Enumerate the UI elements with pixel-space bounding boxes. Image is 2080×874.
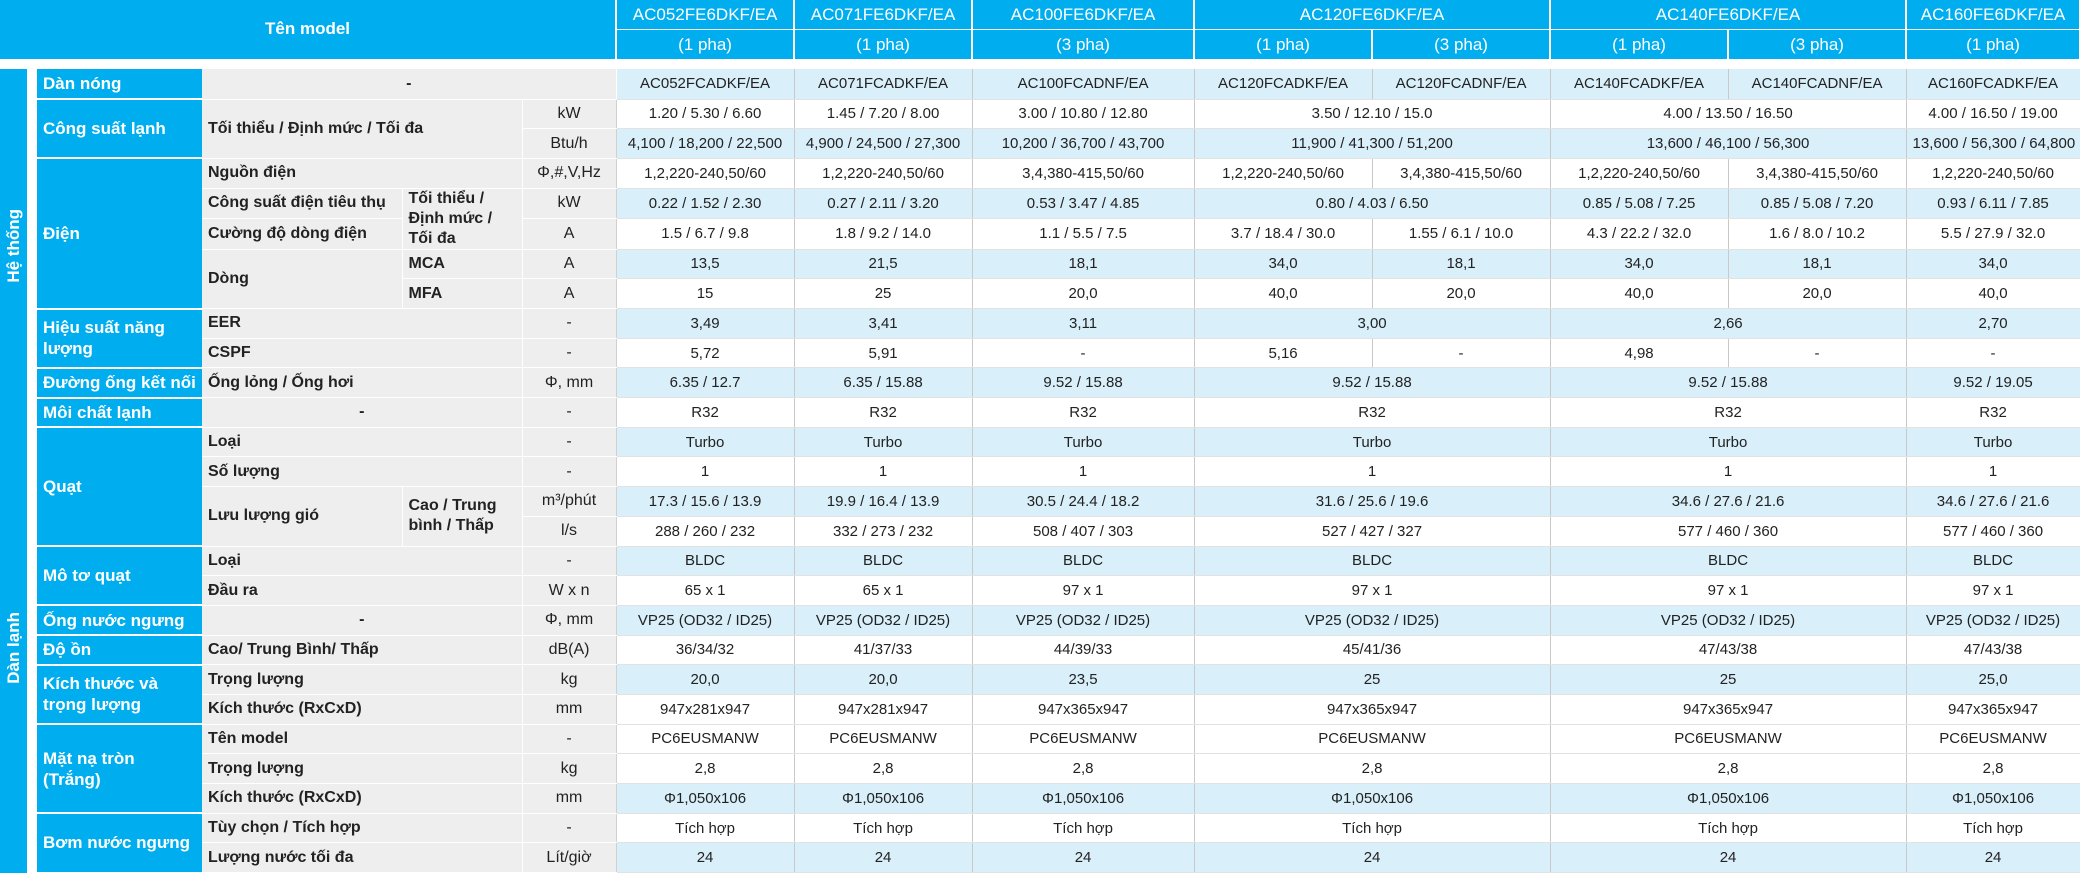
cell: PC6EUSMANW: [972, 724, 1194, 754]
cell: -: [1372, 338, 1550, 368]
row-panel-model: [0, 724, 2080, 754]
cell: R32: [794, 398, 972, 428]
cell: -: [1728, 338, 1906, 368]
cell: 34,0: [1194, 249, 1372, 279]
row-label: Tên model: [202, 724, 522, 754]
row-sublabel: Tối thiểu / Định mức / Tối đa: [402, 188, 522, 249]
category-drain: Ống nước ngưng: [32, 605, 202, 635]
cell: 3,49: [616, 309, 794, 339]
cell: AC052FCADKF/EA: [616, 69, 794, 99]
category-panel: Mặt nạ tròn (Trắng): [32, 724, 202, 813]
category-refrigerant: Môi chất lạnh: [32, 398, 202, 428]
cell: 34.6 / 27.6 / 21.6: [1906, 487, 2080, 517]
cell: 9.52 / 15.88: [1550, 368, 1906, 398]
cell: AC140FCADKF/EA: [1550, 69, 1728, 99]
cell: 0.85 / 5.08 / 7.25: [1550, 188, 1728, 219]
row-current: [0, 219, 2080, 250]
row-label: Lưu lượng gió: [202, 487, 402, 546]
cell: Turbo: [1194, 427, 1550, 457]
cell: 288 / 260 / 232: [616, 516, 794, 546]
row-label: Lượng nước tối đa: [202, 843, 522, 873]
cell: 9.52 / 15.88: [972, 368, 1194, 398]
cell: Φ1,050x106: [794, 784, 972, 814]
cell: Φ1,050x106: [1550, 784, 1906, 814]
row-label: Đầu ra: [202, 576, 522, 606]
cell: Turbo: [1550, 427, 1906, 457]
cell: 20,0: [972, 279, 1194, 309]
cell: VP25 (OD32 / ID25): [794, 605, 972, 635]
row-label: CSPF: [202, 338, 522, 368]
row-motor-type: [0, 546, 2080, 576]
phase-header: (1 pha): [1906, 30, 2080, 60]
cell: 17.3 / 15.6 / 13.9: [616, 487, 794, 517]
cell: 2,8: [972, 754, 1194, 784]
cell: 24: [972, 843, 1194, 873]
unit: -: [522, 427, 616, 457]
cell: 947x365x947: [1194, 694, 1550, 724]
unit: kg: [522, 665, 616, 695]
cell: 2,8: [1906, 754, 2080, 784]
cell: 5,72: [616, 338, 794, 368]
cell: 508 / 407 / 303: [972, 516, 1194, 546]
phase-header: (3 pha): [972, 30, 1194, 60]
cell: 97 x 1: [1550, 576, 1906, 606]
row-fan-count: [0, 457, 2080, 487]
row-label: EER: [202, 309, 522, 339]
unit: -: [522, 813, 616, 843]
row-label: Nguồn điện: [202, 158, 522, 188]
cell: 1.8 / 9.2 / 14.0: [794, 219, 972, 250]
cell: 15: [616, 279, 794, 309]
category-fan: Quạt: [32, 427, 202, 546]
cell: Turbo: [794, 427, 972, 457]
cell: 3.50 / 12.10 / 15.0: [1194, 99, 1550, 129]
category-piping: Đường ống kết nối: [32, 368, 202, 398]
row-fan-type: [0, 427, 2080, 457]
phase-header: (1 pha): [1194, 30, 1372, 60]
cell: 3,4,380-415,50/60: [1728, 158, 1906, 188]
cell: VP25 (OD32 / ID25): [616, 605, 794, 635]
cell: Tích hợp: [794, 813, 972, 843]
unit: Φ, mm: [522, 605, 616, 635]
cell: Φ1,050x106: [616, 784, 794, 814]
cell: 40,0: [1194, 279, 1372, 309]
row-piping: [0, 368, 2080, 398]
cell: 4,98: [1550, 338, 1728, 368]
cell: 4,100 / 18,200 / 22,500: [616, 129, 794, 159]
cell: 65 x 1: [616, 576, 794, 606]
unit: kW: [522, 188, 616, 219]
header-row-models: [0, 0, 2080, 30]
cell: Tích hợp: [1550, 813, 1906, 843]
phase-header: (1 pha): [794, 30, 972, 60]
cell: 41/37/33: [794, 635, 972, 665]
cell: 1: [616, 457, 794, 487]
row-sublabel: MFA: [402, 279, 522, 309]
row-label: Kích thước (RxCxD): [202, 784, 522, 814]
row-refrigerant: [0, 398, 2080, 428]
cell: BLDC: [1550, 546, 1906, 576]
row-panel-weight: [0, 754, 2080, 784]
cell: 2,66: [1550, 309, 1906, 339]
row-label: Cường độ dòng điện: [202, 219, 402, 250]
cell: AC120FCADKF/EA: [1194, 69, 1372, 99]
cell: 0.85 / 5.08 / 7.20: [1728, 188, 1906, 219]
cell: 10,200 / 36,700 / 43,700: [972, 129, 1194, 159]
cell: 20,0: [1372, 279, 1550, 309]
unit: A: [522, 219, 616, 250]
cell: AC160FCADKF/EA: [1906, 69, 2080, 99]
unit: dB(A): [522, 635, 616, 665]
row-outdoor-unit: [0, 69, 2080, 99]
cell: 0.22 / 1.52 / 2.30: [616, 188, 794, 219]
cell: 6.35 / 12.7: [616, 368, 794, 398]
row-cspf: [0, 338, 2080, 368]
model-header-4: AC120FE6DKF/EA: [1194, 0, 1550, 30]
cell: 1: [794, 457, 972, 487]
model-header-1: AC052FE6DKF/EA: [616, 0, 794, 30]
cell: 25: [794, 279, 972, 309]
row-panel-dims: [0, 784, 2080, 814]
cell: 4,900 / 24,500 / 27,300: [794, 129, 972, 159]
unit: Φ,#,V,Hz: [522, 158, 616, 188]
cell: 23,5: [972, 665, 1194, 695]
category-size: Kích thước và trọng lượng: [32, 665, 202, 724]
unit: mm: [522, 694, 616, 724]
cell: 3,00: [1194, 309, 1550, 339]
row-unit-dims: [0, 694, 2080, 724]
cell: 3,41: [794, 309, 972, 339]
model-header-2: AC071FE6DKF/EA: [794, 0, 972, 30]
cell: 1: [1906, 457, 2080, 487]
cell: 2,8: [1550, 754, 1906, 784]
row-label: -: [202, 398, 522, 428]
cell: Tích hợp: [1194, 813, 1550, 843]
model-header-6: AC160FE6DKF/EA: [1906, 0, 2080, 30]
row-label: Tối thiểu / Định mức / Tối đa: [202, 99, 522, 158]
cell: Turbo: [1906, 427, 2080, 457]
unit: -: [522, 309, 616, 339]
cell: 3,11: [972, 309, 1194, 339]
row-label: -: [202, 605, 522, 635]
row-label: Trọng lượng: [202, 665, 522, 695]
cell: 13,600 / 56,300 / 64,800: [1906, 129, 2080, 159]
row-label: Số lượng: [202, 457, 522, 487]
cell: Tích hợp: [616, 813, 794, 843]
row-label: Loại: [202, 546, 522, 576]
cell: 1,2,220-240,50/60: [794, 158, 972, 188]
row-label: Loại: [202, 427, 522, 457]
cell: Turbo: [972, 427, 1194, 457]
cell: 11,900 / 41,300 / 51,200: [1194, 129, 1550, 159]
model-header-3: AC100FE6DKF/EA: [972, 0, 1194, 30]
cell: 24: [1194, 843, 1550, 873]
cell: 13,5: [616, 249, 794, 279]
cell: 40,0: [1550, 279, 1728, 309]
cell: 947x365x947: [1906, 694, 2080, 724]
cell: 24: [616, 843, 794, 873]
cell: 577 / 460 / 360: [1906, 516, 2080, 546]
row-pump-flow: [0, 843, 2080, 873]
unit: Φ, mm: [522, 368, 616, 398]
cell: 6.35 / 15.88: [794, 368, 972, 398]
unit: A: [522, 279, 616, 309]
cell: Tích hợp: [972, 813, 1194, 843]
cell: 47/43/38: [1906, 635, 2080, 665]
cell: 947x365x947: [1550, 694, 1906, 724]
cell: 20,0: [794, 665, 972, 695]
phase-header: (3 pha): [1372, 30, 1550, 60]
section-indoor: Dàn lạnh: [0, 427, 32, 872]
model-header-5: AC140FE6DKF/EA: [1550, 0, 1906, 30]
cell: R32: [1550, 398, 1906, 428]
cell: 527 / 427 / 327: [1194, 516, 1550, 546]
row-unit-weight: [0, 665, 2080, 695]
row-power-source: [0, 158, 2080, 188]
row-label: Dòng: [202, 249, 402, 308]
cell: 1,2,220-240,50/60: [616, 158, 794, 188]
row-label: -: [202, 69, 616, 99]
cell: 1,2,220-240,50/60: [1906, 158, 2080, 188]
cell: PC6EUSMANW: [1194, 724, 1550, 754]
cell: 65 x 1: [794, 576, 972, 606]
cell: VP25 (OD32 / ID25): [1906, 605, 2080, 635]
cell: PC6EUSMANW: [616, 724, 794, 754]
cell: 47/43/38: [1550, 635, 1906, 665]
cell: 3.00 / 10.80 / 12.80: [972, 99, 1194, 129]
cell: R32: [616, 398, 794, 428]
row-pump-option: [0, 813, 2080, 843]
phase-header: (3 pha): [1728, 30, 1906, 60]
section-system: Hệ thống: [0, 69, 32, 427]
row-sublabel: Cao / Trung bình / Thấp: [402, 487, 522, 546]
cell: 5,91: [794, 338, 972, 368]
cell: 25: [1550, 665, 1906, 695]
cell: 34,0: [1906, 249, 2080, 279]
cell: PC6EUSMANW: [1906, 724, 2080, 754]
unit: -: [522, 457, 616, 487]
unit: -: [522, 398, 616, 428]
cell: Turbo: [616, 427, 794, 457]
category-electric: Điện: [32, 158, 202, 308]
cell: 1.1 / 5.5 / 7.5: [972, 219, 1194, 250]
cell: VP25 (OD32 / ID25): [972, 605, 1194, 635]
cell: 1: [1550, 457, 1906, 487]
unit: kg: [522, 754, 616, 784]
unit: -: [522, 546, 616, 576]
cell: 20,0: [1728, 279, 1906, 309]
unit: A: [522, 249, 616, 279]
phase-header: (1 pha): [1550, 30, 1728, 60]
cell: Φ1,050x106: [1906, 784, 2080, 814]
cell: 947x281x947: [794, 694, 972, 724]
cell: 1.55 / 6.1 / 10.0: [1372, 219, 1550, 250]
cell: R32: [1194, 398, 1550, 428]
cell: 13,600 / 46,100 / 56,300: [1550, 129, 1906, 159]
unit: W x n: [522, 576, 616, 606]
cell: BLDC: [972, 546, 1194, 576]
cell: AC140FCADNF/EA: [1728, 69, 1906, 99]
cell: 5.5 / 27.9 / 32.0: [1906, 219, 2080, 250]
cell: 0.53 / 3.47 / 4.85: [972, 188, 1194, 219]
unit: mm: [522, 784, 616, 814]
cell: 18,1: [1728, 249, 1906, 279]
cell: 20,0: [616, 665, 794, 695]
cell: 1,2,220-240,50/60: [1194, 158, 1372, 188]
cell: 947x281x947: [616, 694, 794, 724]
cell: -: [972, 338, 1194, 368]
cell: 31.6 / 25.6 / 19.6: [1194, 487, 1550, 517]
row-sublabel: MCA: [402, 249, 522, 279]
cell: 2,8: [616, 754, 794, 784]
row-eer: [0, 309, 2080, 339]
cell: 3,4,380-415,50/60: [972, 158, 1194, 188]
cell: R32: [972, 398, 1194, 428]
cell: 45/41/36: [1194, 635, 1550, 665]
cell: Φ1,050x106: [972, 784, 1194, 814]
cell: 24: [1550, 843, 1906, 873]
row-label: Tùy chọn / Tích hợp: [202, 813, 522, 843]
unit: kW: [522, 99, 616, 129]
cell: 1: [1194, 457, 1550, 487]
cell: 577 / 460 / 360: [1550, 516, 1906, 546]
cell: 2,8: [1194, 754, 1550, 784]
category-cooling: Công suất lạnh: [32, 99, 202, 158]
cell: AC120FCADNF/EA: [1372, 69, 1550, 99]
cell: Tích hợp: [1906, 813, 2080, 843]
model-header-label: Tên model: [0, 0, 616, 59]
cell: 1.20 / 5.30 / 6.60: [616, 99, 794, 129]
row-airflow-m3: [0, 487, 2080, 517]
cell: VP25 (OD32 / ID25): [1194, 605, 1550, 635]
cell: 25: [1194, 665, 1550, 695]
cell: 97 x 1: [1906, 576, 2080, 606]
cell: AC071FCADKF/EA: [794, 69, 972, 99]
row-label: Trọng lượng: [202, 754, 522, 784]
cell: 9.52 / 19.05: [1906, 368, 2080, 398]
cell: BLDC: [1194, 546, 1550, 576]
unit: Lít/giờ: [522, 843, 616, 873]
cell: 4.00 / 16.50 / 19.00: [1906, 99, 2080, 129]
cell: 25,0: [1906, 665, 2080, 695]
row-motor-output: [0, 576, 2080, 606]
cell: 24: [1906, 843, 2080, 873]
cell: 2,70: [1906, 309, 2080, 339]
row-noise: [0, 635, 2080, 665]
header-gap: [0, 59, 2080, 69]
unit: -: [522, 338, 616, 368]
cell: AC100FCADNF/EA: [972, 69, 1194, 99]
cell: BLDC: [794, 546, 972, 576]
cell: 36/34/32: [616, 635, 794, 665]
cell: PC6EUSMANW: [1550, 724, 1906, 754]
category-pump: Bơm nước ngưng: [32, 813, 202, 872]
cell: 0.27 / 2.11 / 3.20: [794, 188, 972, 219]
cell: BLDC: [616, 546, 794, 576]
row-label: Công suất điện tiêu thụ: [202, 188, 402, 219]
row-drain: [0, 605, 2080, 635]
cell: 97 x 1: [972, 576, 1194, 606]
cell: 9.52 / 15.88: [1194, 368, 1550, 398]
cell: 19.9 / 16.4 / 13.9: [794, 487, 972, 517]
category-motor: Mô tơ quạt: [32, 546, 202, 605]
cell: 40,0: [1906, 279, 2080, 309]
cell: 1.45 / 7.20 / 8.00: [794, 99, 972, 129]
cell: 18,1: [972, 249, 1194, 279]
cell: 0.80 / 4.03 / 6.50: [1194, 188, 1550, 219]
unit: l/s: [522, 516, 616, 546]
cell: 18,1: [1372, 249, 1550, 279]
cell: 4.00 / 13.50 / 16.50: [1550, 99, 1906, 129]
cell: 1.5 / 6.7 / 9.8: [616, 219, 794, 250]
category-noise: Độ ồn: [32, 635, 202, 665]
cell: 2,8: [794, 754, 972, 784]
cell: 3,4,380-415,50/60: [1372, 158, 1550, 188]
cell: 44/39/33: [972, 635, 1194, 665]
cell: 34.6 / 27.6 / 21.6: [1550, 487, 1906, 517]
cell: 5,16: [1194, 338, 1372, 368]
cell: 0.93 / 6.11 / 7.85: [1906, 188, 2080, 219]
cell: Φ1,050x106: [1194, 784, 1550, 814]
cell: 3.7 / 18.4 / 30.0: [1194, 219, 1372, 250]
row-cooling-kw: [0, 99, 2080, 129]
cell: 4.3 / 22.2 / 32.0: [1550, 219, 1728, 250]
cell: VP25 (OD32 / ID25): [1550, 605, 1906, 635]
cell: PC6EUSMANW: [794, 724, 972, 754]
cell: 947x365x947: [972, 694, 1194, 724]
row-mca: [0, 249, 2080, 279]
phase-header: (1 pha): [616, 30, 794, 60]
category-outdoor: Dàn nóng: [32, 69, 202, 99]
row-label: Kích thước (RxCxD): [202, 694, 522, 724]
cell: 1.6 / 8.0 / 10.2: [1728, 219, 1906, 250]
cell: R32: [1906, 398, 2080, 428]
unit: -: [522, 724, 616, 754]
cell: 21,5: [794, 249, 972, 279]
cell: -: [1906, 338, 2080, 368]
cell: BLDC: [1906, 546, 2080, 576]
category-efficiency: Hiệu suất năng lượng: [32, 309, 202, 368]
cell: 34,0: [1550, 249, 1728, 279]
row-label: Cao/ Trung Bình/ Thấp: [202, 635, 522, 665]
row-power-input: [0, 188, 2080, 219]
row-label: Ống lỏng / Ống hơi: [202, 368, 522, 398]
cell: 30.5 / 24.4 / 18.2: [972, 487, 1194, 517]
cell: 97 x 1: [1194, 576, 1550, 606]
cell: 332 / 273 / 232: [794, 516, 972, 546]
unit: m³/phút: [522, 487, 616, 517]
cell: 1,2,220-240,50/60: [1550, 158, 1728, 188]
cell: 1: [972, 457, 1194, 487]
cell: 24: [794, 843, 972, 873]
unit: Btu/h: [522, 129, 616, 159]
